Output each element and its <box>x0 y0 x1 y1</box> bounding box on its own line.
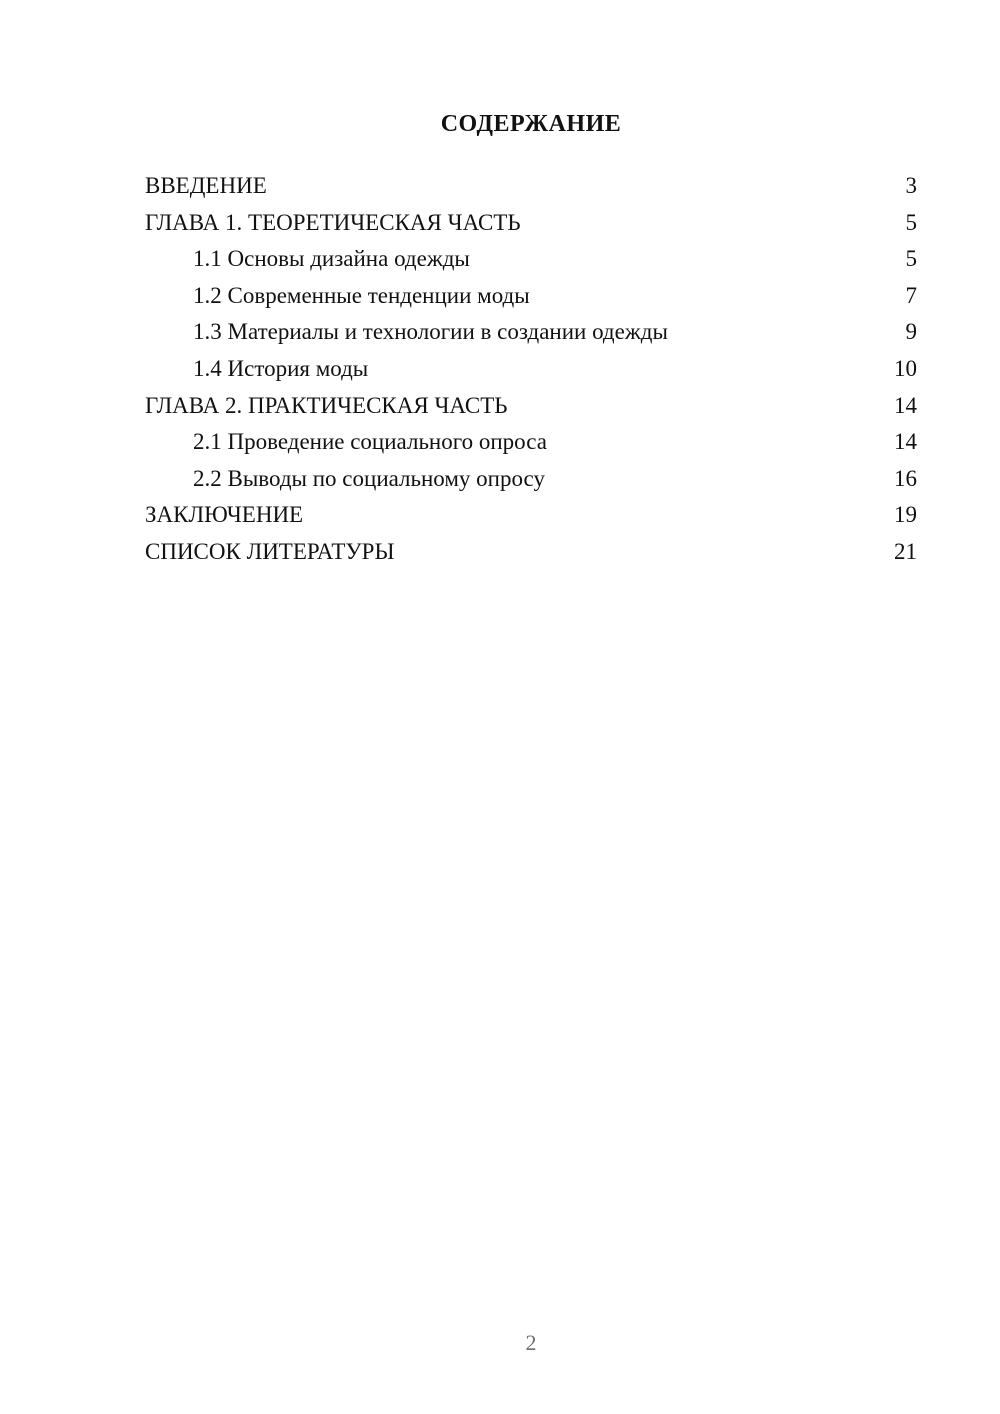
toc-entry <box>145 424 917 461</box>
toc-entry <box>145 388 917 425</box>
toc-entry-label: 1.3 Материалы и технологии в создании одежды <box>193 319 668 345</box>
toc-entry-page: 14 <box>894 392 917 418</box>
toc-entry-page: 3 <box>905 173 917 198</box>
toc-entry <box>145 534 917 571</box>
toc-entry <box>145 278 917 315</box>
toc-entry <box>145 241 917 278</box>
toc-entry-label: 2.1 Проведение социального опроса <box>193 429 547 455</box>
toc-entry-page: 5 <box>905 209 917 235</box>
toc-entry-page: 16 <box>894 465 917 491</box>
toc-entry-label: ГЛАВА 2. ПРАКТИЧЕСКАЯ ЧАСТЬ <box>145 392 508 418</box>
toc-entry-label: ВВЕДЕНИЕ <box>145 173 267 198</box>
toc-entry <box>145 168 917 205</box>
page-number: 2 <box>525 1330 537 1355</box>
toc-entry-label: 1.4 История моды <box>193 355 369 381</box>
toc-entry-page: 14 <box>894 429 917 455</box>
table-of-contents <box>145 168 917 571</box>
toc-entry-label: ГЛАВА 1. ТЕОРЕТИЧЕСКАЯ ЧАСТЬ <box>145 209 521 235</box>
toc-entry <box>145 205 917 242</box>
toc-entry-page: 10 <box>894 355 917 381</box>
toc-entry-page: 21 <box>894 538 917 564</box>
toc-entry <box>145 314 917 351</box>
toc-entry <box>145 461 917 498</box>
toc-entry <box>145 497 917 534</box>
toc-entry-label: 1.2 Современные тенденции моды <box>193 282 530 308</box>
toc-entry <box>145 351 917 388</box>
toc-entry-label: СПИСОК ЛИТЕРАТУРЫ <box>145 538 395 564</box>
page-title: СОДЕРЖАНИЕ <box>440 111 622 138</box>
toc-entry-label: 2.2 Выводы по социальному опросу <box>193 465 545 491</box>
toc-entry-page: 7 <box>905 282 917 308</box>
toc-entry-page: 9 <box>905 319 917 345</box>
toc-entry-label: 1.1 Основы дизайна одежды <box>193 246 470 272</box>
toc-entry-page: 5 <box>905 246 917 272</box>
toc-entry-page: 19 <box>894 502 917 528</box>
toc-entry-label: ЗАКЛЮЧЕНИЕ <box>145 502 304 528</box>
